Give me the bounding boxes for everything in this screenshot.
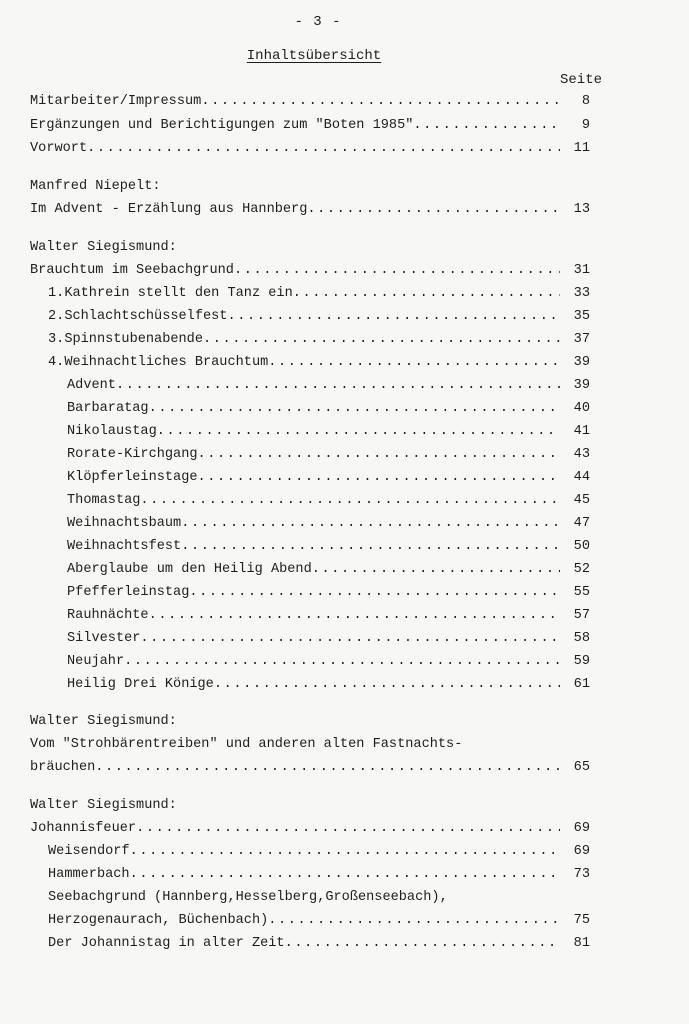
entry-title: Mitarbeiter/Impressum xyxy=(30,94,202,109)
entry-title: Brauchtum im Seebachgrund xyxy=(30,263,234,278)
toc-subentry xyxy=(48,353,590,373)
entry-title: Vorwort xyxy=(30,141,88,156)
entry-title: Herzogenaurach, Büchenbach) xyxy=(48,913,269,928)
toc-entry xyxy=(30,139,590,159)
toc-entry xyxy=(30,261,590,281)
toc-entry xyxy=(30,758,590,778)
toc-subentry xyxy=(48,842,590,862)
toc-entry xyxy=(30,92,590,112)
dot-leader xyxy=(307,200,560,220)
toc-subentry xyxy=(48,911,590,931)
entry-page-number: 9 xyxy=(581,118,590,133)
toc-subsubentry xyxy=(67,583,590,603)
entry-page-number: 41 xyxy=(573,424,590,439)
dot-leader xyxy=(285,934,560,954)
entry-title: 3.Spinnstubenabende xyxy=(48,332,203,347)
entry-page-number: 57 xyxy=(573,608,590,623)
toc-author: Manfred Niepelt: xyxy=(30,179,161,194)
entry-page-number: 39 xyxy=(573,378,590,393)
toc-author: Walter Siegismund: xyxy=(30,714,177,729)
entry-title: Der Johannistag in alter Zeit xyxy=(48,936,285,951)
entry-page-number: 11 xyxy=(573,141,590,156)
dot-leader xyxy=(136,819,560,839)
toc-entry xyxy=(30,200,590,220)
dot-leader xyxy=(268,353,560,373)
toc-subsubentry xyxy=(67,652,590,672)
dot-leader xyxy=(268,911,560,931)
dot-leader xyxy=(181,537,560,557)
entry-title: Advent xyxy=(67,378,116,393)
dot-leader xyxy=(124,652,560,672)
dot-leader xyxy=(95,758,560,778)
toc-entry xyxy=(30,116,590,136)
entry-title: Weisendorf xyxy=(48,844,130,859)
entry-page-number: 61 xyxy=(573,677,590,692)
entry-page-number: 40 xyxy=(573,401,590,416)
entry-page-number: 39 xyxy=(573,355,590,370)
toc-subentry xyxy=(48,307,590,327)
dot-leader xyxy=(130,865,560,885)
dot-leader xyxy=(149,606,560,626)
toc-subsubentry xyxy=(67,399,590,419)
entry-title: 4.Weihnachtliches Brauchtum xyxy=(48,355,269,370)
entry-title: Nikolaustag xyxy=(67,424,157,439)
dot-leader xyxy=(157,422,560,442)
entry-page-number: 35 xyxy=(573,309,590,324)
entry-title: Weihnachtsfest xyxy=(67,539,182,554)
entry-page-number: 58 xyxy=(573,631,590,646)
toc-subsubentry xyxy=(67,468,590,488)
dot-leader xyxy=(116,376,560,396)
seite-column-header: Seite xyxy=(560,72,603,88)
toc-subsubentry xyxy=(67,606,590,626)
toc-subentry xyxy=(48,934,590,954)
toc-subentry xyxy=(48,284,590,304)
entry-title: Thomastag xyxy=(67,493,141,508)
entry-page-number: 45 xyxy=(573,493,590,508)
toc-entry xyxy=(30,819,590,839)
toc-subsubentry xyxy=(67,560,590,580)
entry-title: Aberglaube um den Heilig Abend xyxy=(67,562,312,577)
dot-leader xyxy=(227,307,560,327)
entry-page-number: 31 xyxy=(573,263,590,278)
entry-title: Ergänzungen und Berichtigungen zum "Boten 1985" xyxy=(30,118,414,133)
dot-leader xyxy=(140,491,560,511)
page-title xyxy=(0,48,628,64)
entry-title: Silvester xyxy=(67,631,141,646)
toc-subsubentry xyxy=(67,514,590,534)
dot-leader xyxy=(312,560,560,580)
entry-title: Rorate-Kirchgang xyxy=(67,447,198,462)
entry-page-number: 75 xyxy=(573,913,590,928)
entry-page-number: 44 xyxy=(573,470,590,485)
dot-leader xyxy=(201,92,560,112)
entry-page-number: 73 xyxy=(573,867,590,882)
toc-subsubentry xyxy=(67,376,590,396)
entry-page-number: 69 xyxy=(573,821,590,836)
dot-leader xyxy=(198,445,560,465)
entry-title: Barbaratag xyxy=(67,401,149,416)
dot-leader xyxy=(130,842,560,862)
dot-leader xyxy=(87,139,560,159)
toc-subentry xyxy=(48,330,590,350)
toc-subsubentry xyxy=(67,537,590,557)
entry-title: Heilig Drei Könige xyxy=(67,677,214,692)
dot-leader xyxy=(198,468,560,488)
dot-leader xyxy=(234,261,560,281)
entry-page-number: 33 xyxy=(573,286,590,301)
toc-subentry xyxy=(48,865,590,885)
entry-title: Im Advent - Erzählung aus Hannberg xyxy=(30,202,308,217)
entry-title: Weihnachtsbaum xyxy=(67,516,182,531)
toc-entry-continued: Vom "Strohbärentreiben" und anderen alten Fastnachts- xyxy=(30,737,463,752)
entry-title: Neujahr xyxy=(67,654,125,669)
dot-leader xyxy=(203,330,560,350)
entry-page-number: 59 xyxy=(573,654,590,669)
entry-page-number: 55 xyxy=(573,585,590,600)
entry-title: Pfefferleinstag xyxy=(67,585,190,600)
dot-leader xyxy=(181,514,560,534)
dot-leader xyxy=(293,284,560,304)
toc-subsubentry xyxy=(67,422,590,442)
entry-title: 2.Schlachtschüsselfest xyxy=(48,309,228,324)
page-number: - 3 - xyxy=(294,14,342,30)
toc-subsubentry xyxy=(67,445,590,465)
toc-subentry-continued: Seebachgrund (Hannberg,Hesselberg,Großenseebach), xyxy=(48,890,448,905)
entry-page-number: 37 xyxy=(573,332,590,347)
entry-page-number: 81 xyxy=(573,936,590,951)
entry-page-number: 13 xyxy=(573,202,590,217)
dot-leader xyxy=(189,583,560,603)
entry-title: Johannisfeuer xyxy=(30,821,137,836)
entry-title: Rauhnächte xyxy=(67,608,149,623)
entry-title: Klöpferleinstage xyxy=(67,470,198,485)
entry-page-number: 69 xyxy=(573,844,590,859)
entry-page-number: 8 xyxy=(581,94,590,109)
toc-subsubentry xyxy=(67,629,590,649)
entry-page-number: 50 xyxy=(573,539,590,554)
entry-title: bräuchen xyxy=(30,760,96,775)
toc-author: Walter Siegismund: xyxy=(30,798,177,813)
dot-leader xyxy=(149,399,560,419)
toc-author: Walter Siegismund: xyxy=(30,240,177,255)
entry-page-number: 43 xyxy=(573,447,590,462)
toc-subsubentry xyxy=(67,675,590,695)
entry-title: Hammerbach xyxy=(48,867,130,882)
toc-subsubentry xyxy=(67,491,590,511)
title-text: Inhaltsübersicht xyxy=(246,48,382,64)
entry-page-number: 65 xyxy=(573,760,590,775)
dot-leader xyxy=(214,675,560,695)
entry-page-number: 47 xyxy=(573,516,590,531)
entry-page-number: 52 xyxy=(573,562,590,577)
dot-leader xyxy=(140,629,560,649)
dot-leader xyxy=(413,116,560,136)
entry-title: 1.Kathrein stellt den Tanz ein xyxy=(48,286,293,301)
